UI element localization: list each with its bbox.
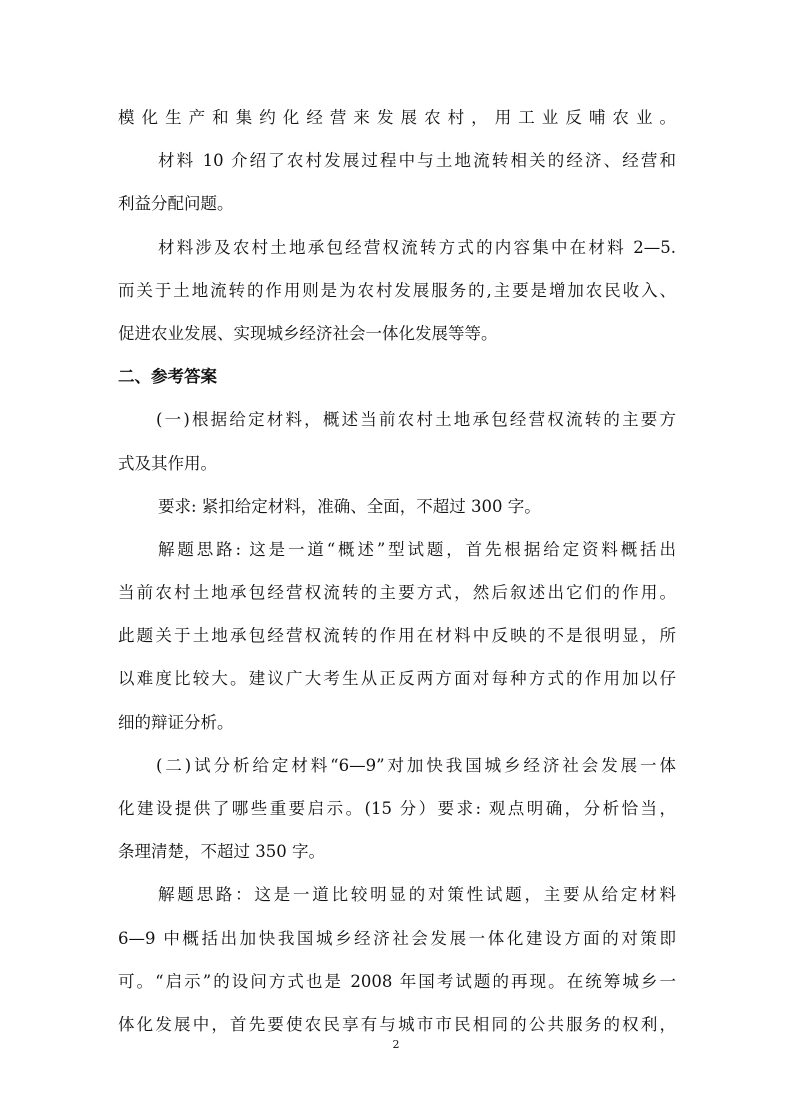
section-heading: 二、参考答案 [118,367,217,387]
text-line: 条理清楚，不超过 350 字。 [118,842,325,862]
body-text [118,96,676,1046]
text-line: 式及其作用。 [118,453,217,473]
page-number: 2 [392,1038,400,1051]
requirement-line: 要求: 紧扣给定材料，准确、全面，不超过 300 字。 [158,496,541,516]
text-line: 细的辩证分析。 [118,712,234,732]
text-line: 当前农村土地承包经营权流转的主要方式，然后叙述出它们的作用。 [118,583,676,603]
text-line: 利益分配问题。 [118,194,234,214]
text-line: 促进农业发展、实现城乡经济社会一体化发展等等。 [118,323,498,343]
text-line: 模化生产和集约化经营来发展农村，用工业反哺农业。 [118,108,676,127]
question-line: (一)根据给定材料，概述当前农村土地承包经营权流转的主要方 [156,410,676,430]
paragraph-start-line: 材料涉及农村土地承包经营权流转方式的内容集中在材料 2—5. [158,237,676,257]
paragraph-start-line: 材料 10 介绍了农村发展过程中与土地流转相关的经济、经营和 [158,151,676,171]
paragraph-start-line: 解题思路: 这是一道“概述”型试题，首先根据给定资料概括出 [158,539,676,559]
paragraph-start-line: 解题思路：这是一道比较明显的对策性试题，主要从给定材料 [158,885,676,905]
text-line: 此题关于土地承包经营权流转的作用在材料中反映的不是很明显，所 [118,626,676,646]
text-line: 化建设提供了哪些重要启示。(15 分）要求: 观点明确，分析恰当， [118,799,676,818]
text-line: 6—9 中概括出加快我国城乡经济社会发展一体化建设方面的对策即 [118,928,676,948]
text-line: 可。“启示”的设问方式也是 2008 年国考试题的再现。在统筹城乡一 [118,971,676,991]
question-line: (二)试分析给定材料“6—9”对加快我国城乡经济社会发展一体 [156,755,676,775]
text-line: 而关于土地流转的作用则是为农村发展服务的,主要是增加农民收入、 [118,280,676,300]
text-line: 以难度比较大。建议广大考生从正反两方面对每种方式的作用加以仔 [118,669,676,689]
text-line: 体化发展中，首先要使农民享有与城市市民相同的公共服务的权利， [118,1014,676,1034]
